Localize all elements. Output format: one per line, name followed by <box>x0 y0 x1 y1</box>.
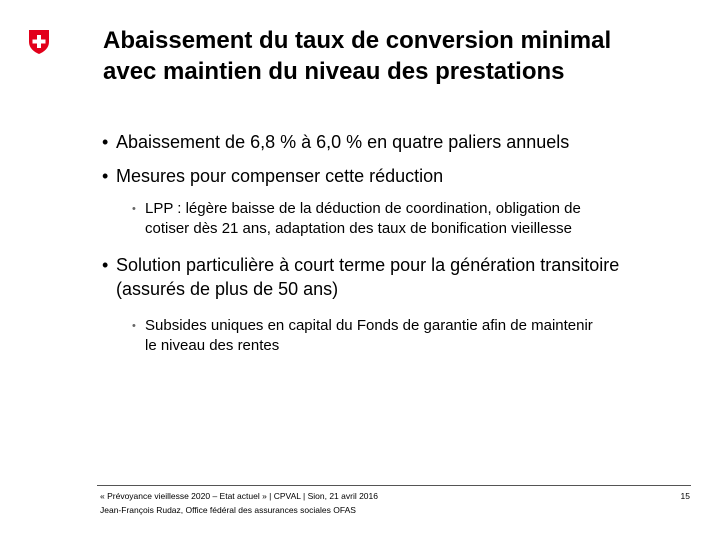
sub-bullet-item <box>132 199 581 239</box>
bullet-item <box>102 130 570 154</box>
bullet-text: Mesures pour compenser cette réduction <box>116 166 444 186</box>
slide-title <box>103 25 703 87</box>
sub-bullet-text-line-2: le niveau des rentes <box>145 337 280 354</box>
bullet-marker: • <box>102 255 109 275</box>
sub-bullet-text-line-1: LPP : légère baisse de la déduction de coordination, obligation de <box>145 200 581 217</box>
bullet-item <box>102 253 620 301</box>
footer-divider <box>97 485 691 486</box>
page-number: 15 <box>680 491 690 501</box>
swiss-cross-icon <box>27 29 51 55</box>
footer-author: Jean-François Rudaz, Office fédéral des assurances sociales OFAS <box>100 505 356 515</box>
bullet-marker: • <box>102 166 109 186</box>
sub-bullet-item <box>132 316 593 356</box>
bullet-text-line-1: Solution particulière à court terme pour la génération transitoire <box>116 255 620 275</box>
bullet-text-line-2: (assurés de plus de 50 ans) <box>116 279 339 299</box>
bullet-item <box>102 164 444 188</box>
bullet-text: Abaissement de 6,8 % à 6,0 % en quatre paliers annuels <box>116 132 570 152</box>
slide-title-line-1: Abaissement du taux de conversion minimal <box>103 27 612 54</box>
sub-bullet-text-line-1: Subsides uniques en capital du Fonds de garantie afin de maintenir <box>145 317 593 334</box>
sub-bullet-text-line-2: cotiser dès 21 ans, adaptation des taux de bonification vieillesse <box>145 220 572 237</box>
bullet-marker: • <box>102 132 109 152</box>
sub-bullet-marker: • <box>132 203 136 215</box>
footer-event: « Prévoyance vieillesse 2020 – Etat actuel » | CPVAL | Sion, 21 avril 2016 <box>100 491 378 501</box>
sub-bullet-marker: • <box>132 320 136 332</box>
slide-title-line-2: avec maintien du niveau des prestations <box>103 58 565 85</box>
